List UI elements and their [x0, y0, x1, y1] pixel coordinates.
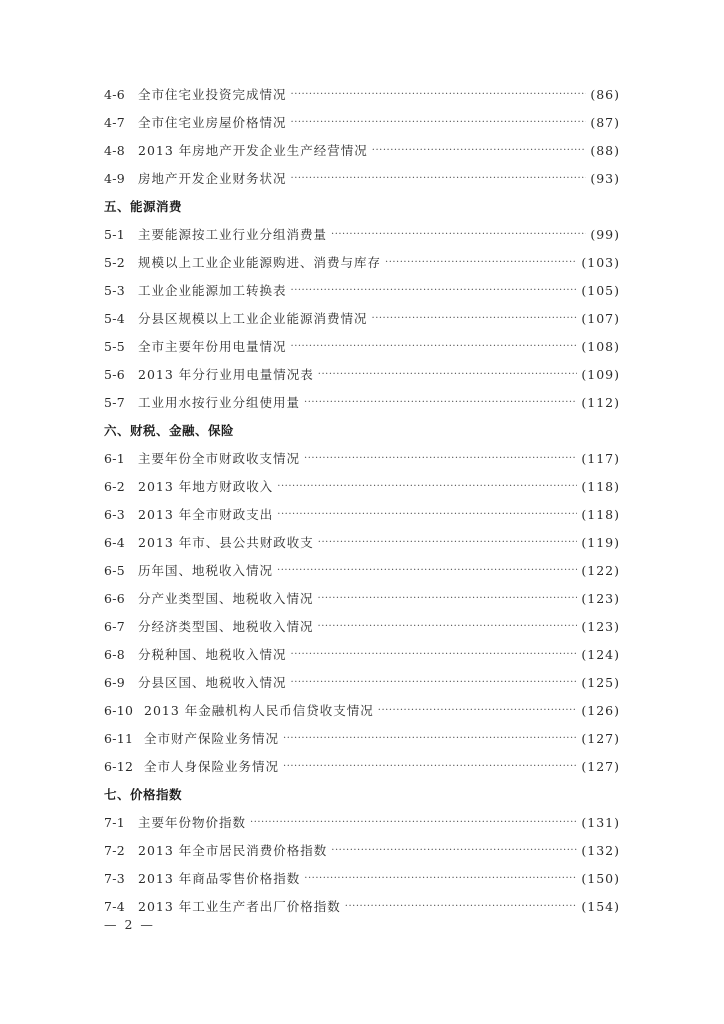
entry-number: 4-9 [104, 171, 126, 186]
dot-leader [378, 701, 578, 721]
entry-title: 分县区规模以上工业企业能源消费情况 [138, 311, 368, 326]
dot-leader [291, 281, 578, 301]
toc-entry[interactable] [104, 113, 620, 133]
entry-number: 6-4 [104, 535, 126, 550]
toc-entry[interactable] [104, 309, 620, 329]
dot-leader [277, 561, 577, 581]
entry-page: (105) [581, 283, 620, 298]
entry-title: 2013 年地方财政收入 [138, 479, 274, 494]
entry-page: (123) [581, 619, 620, 634]
entry-title: 2013 年全市居民消费价格指数 [138, 843, 328, 858]
toc-entry[interactable] [104, 589, 620, 609]
dot-leader [318, 365, 578, 385]
toc-entry[interactable] [104, 645, 620, 665]
entry-page: (117) [581, 451, 620, 466]
entry-number: 6-10 [104, 703, 134, 718]
toc-entry[interactable] [104, 561, 620, 581]
entry-number: 7-1 [104, 815, 126, 830]
entry-page: (93) [590, 171, 620, 186]
toc-entry[interactable] [104, 169, 620, 189]
toc-entry[interactable] [104, 85, 620, 105]
entry-number: 6-1 [104, 451, 126, 466]
entry-number: 5-7 [104, 395, 126, 410]
entry-page: (109) [581, 367, 620, 382]
dot-leader [277, 505, 577, 525]
dot-leader [291, 169, 587, 189]
entry-page: (126) [581, 703, 620, 718]
entry-title: 2013 年商品零售价格指数 [138, 871, 301, 886]
entry-title: 工业企业能源加工转换表 [138, 283, 287, 298]
toc-entry[interactable] [104, 701, 620, 721]
entry-number: 6-8 [104, 647, 126, 662]
dot-leader [318, 617, 578, 637]
dot-leader [331, 841, 577, 861]
entry-title: 全市主要年份用电量情况 [138, 339, 287, 354]
entry-number: 6-5 [104, 563, 126, 578]
entry-title: 规模以上工业企业能源购进、消费与库存 [138, 255, 382, 270]
dot-leader [372, 141, 587, 161]
entry-page: (124) [581, 647, 620, 662]
entry-page: (99) [590, 227, 620, 242]
entry-number: 4-6 [104, 87, 126, 102]
entry-number: 4-8 [104, 143, 126, 158]
entry-number: 5-4 [104, 311, 126, 326]
toc-entry[interactable] [104, 393, 620, 413]
entry-title: 2013 年工业生产者出厂价格指数 [138, 899, 341, 914]
entry-page: (118) [581, 507, 620, 522]
dot-leader [291, 113, 587, 133]
section-heading: 五、能源消费 [104, 199, 183, 214]
entry-number: 5-3 [104, 283, 126, 298]
entry-page: (131) [581, 815, 620, 830]
entry-title: 历年国、地税收入情况 [138, 563, 274, 578]
dot-leader [250, 813, 577, 833]
toc-entry[interactable] [104, 477, 620, 497]
page-number: — 2 — [104, 917, 155, 932]
entry-title: 全市人身保险业务情况 [144, 759, 280, 774]
entry-number: 6-7 [104, 619, 126, 634]
entry-title: 分产业类型国、地税收入情况 [138, 591, 314, 606]
dot-leader [345, 897, 578, 917]
dot-leader [304, 449, 577, 469]
entry-number: 5-5 [104, 339, 126, 354]
dot-leader [283, 729, 577, 749]
dot-leader [331, 225, 586, 245]
toc-entry[interactable] [104, 253, 620, 273]
entry-page: (86) [590, 87, 620, 102]
toc-entry[interactable] [104, 729, 620, 749]
entry-number: 6-12 [104, 759, 134, 774]
section-heading: 六、财税、金融、保险 [104, 423, 235, 438]
entry-page: (108) [581, 339, 620, 354]
dot-leader [372, 309, 578, 329]
entry-number: 7-3 [104, 871, 126, 886]
toc-entry[interactable] [104, 449, 620, 469]
dot-leader [291, 645, 578, 665]
dot-leader [318, 533, 578, 553]
entry-page: (123) [581, 591, 620, 606]
dot-leader [304, 869, 577, 889]
entry-title: 全市住宅业投资完成情况 [138, 87, 287, 102]
entry-number: 7-4 [104, 899, 126, 914]
entry-page: (118) [581, 479, 620, 494]
entry-number: 6-11 [104, 731, 134, 746]
entry-number: 7-2 [104, 843, 126, 858]
entry-page: (125) [581, 675, 620, 690]
entry-title: 2013 年全市财政支出 [138, 507, 274, 522]
entry-title: 主要能源按工业行业分组消费量 [138, 227, 328, 242]
entry-page: (87) [590, 115, 620, 130]
entry-page: (150) [581, 871, 620, 886]
toc-entry[interactable] [104, 533, 620, 553]
entry-title: 2013 年房地产开发企业生产经营情况 [138, 143, 368, 158]
dot-leader [277, 477, 577, 497]
entry-number: 6-3 [104, 507, 126, 522]
toc-entry[interactable] [104, 673, 620, 693]
dot-leader [291, 337, 578, 357]
toc-entry[interactable] [104, 337, 620, 357]
toc-entry[interactable] [104, 365, 620, 385]
entry-number: 6-6 [104, 591, 126, 606]
entry-title: 工业用水按行业分组使用量 [138, 395, 301, 410]
entry-page: (132) [581, 843, 620, 858]
dot-leader [385, 253, 577, 273]
entry-page: (103) [581, 255, 620, 270]
entry-title: 主要年份全市财政收支情况 [138, 451, 301, 466]
toc-entry[interactable] [104, 757, 620, 777]
entry-page: (119) [581, 535, 620, 550]
entry-number: 6-2 [104, 479, 126, 494]
entry-title: 分税种国、地税收入情况 [138, 647, 287, 662]
entry-title: 2013 年金融机构人民币信贷收支情况 [144, 703, 374, 718]
dot-leader [283, 757, 577, 777]
entry-page: (88) [590, 143, 620, 158]
toc-entry[interactable] [104, 281, 620, 301]
entry-title: 2013 年市、县公共财政收支 [138, 535, 314, 550]
entry-page: (127) [581, 731, 620, 746]
dot-leader [291, 85, 587, 105]
toc-entry[interactable] [104, 617, 620, 637]
toc-entry[interactable] [104, 813, 620, 833]
dot-leader [291, 673, 578, 693]
entry-number: 5-6 [104, 367, 126, 382]
entry-page: (122) [581, 563, 620, 578]
entry-title: 分经济类型国、地税收入情况 [138, 619, 314, 634]
entry-page: (112) [581, 395, 620, 410]
toc-entry[interactable] [104, 869, 620, 889]
entry-number: 6-9 [104, 675, 126, 690]
toc-entry[interactable] [104, 841, 620, 861]
entry-page: (107) [581, 311, 620, 326]
entry-title: 房地产开发企业财务状况 [138, 171, 287, 186]
entry-page: (127) [581, 759, 620, 774]
entry-number: 5-1 [104, 227, 126, 242]
entry-title: 全市住宅业房屋价格情况 [138, 115, 287, 130]
toc-entry[interactable] [104, 141, 620, 161]
entry-title: 2013 年分行业用电量情况表 [138, 367, 314, 382]
entry-page: (154) [581, 899, 620, 914]
section-heading: 七、价格指数 [104, 787, 183, 802]
toc-entry[interactable] [104, 505, 620, 525]
entry-number: 4-7 [104, 115, 126, 130]
toc-entry[interactable] [104, 225, 620, 245]
dot-leader [304, 393, 577, 413]
entry-title: 主要年份物价指数 [138, 815, 247, 830]
dot-leader [318, 589, 578, 609]
entry-number: 5-2 [104, 255, 126, 270]
entry-title: 分县区国、地税收入情况 [138, 675, 287, 690]
toc-entry[interactable] [104, 897, 620, 917]
entry-title: 全市财产保险业务情况 [144, 731, 280, 746]
